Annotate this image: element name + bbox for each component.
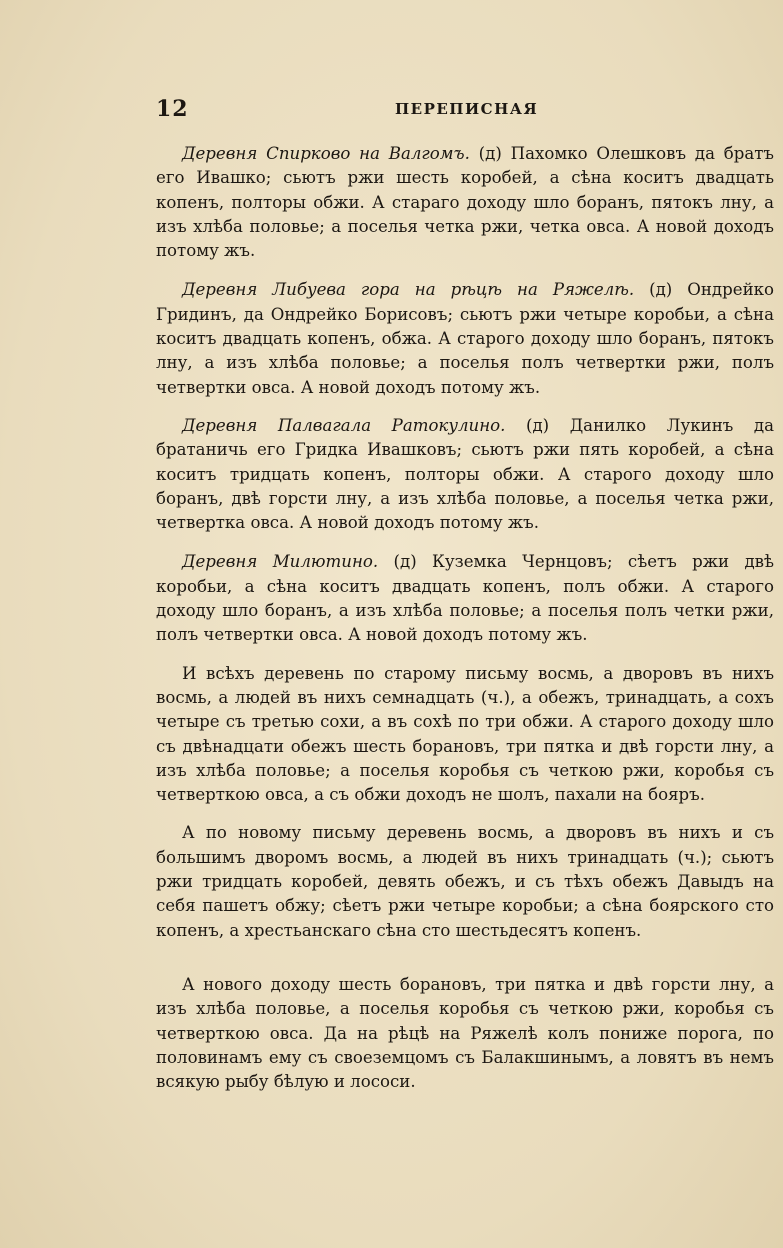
paragraph-text: (д) Ондрейко Гридинъ, да Ондрейко Борисовъ; сьютъ ржи четыре коробьи, а сѣна коситъ двадцать копенъ, обжа. А старого доходу шло боранъ, пятокъ лну, а изъ хлѣба половье; а поселья полъ четвертки ржи, полъ четвертки овса. А новой доходъ потому жъ. <box>156 280 774 397</box>
village-heading: Деревня Спирково на Валгомъ. <box>182 144 470 163</box>
paragraph-palvagala <box>156 414 774 535</box>
text-body <box>156 142 774 1094</box>
running-head: ПЕРЕПИСНАЯ <box>395 100 539 118</box>
village-heading: Деревня Палвагала Ратокулино. <box>182 415 506 435</box>
paragraph-text: А нового доходу шесть борановъ, три пятка и двѣ горсти лну, а изъ хлѣба половье, а поселья коробья съ четкою ржи, коробья съ четверткою овса. Да на рѣцѣ на Ряжелѣ колъ пониже порога, по половинамъ ему съ своеземцомъ съ Балакшинымъ, а ловятъ въ немъ всякую рыбу бѣлую и лососи. <box>156 974 774 1092</box>
paragraph-text: И всѣхъ деревень по старому письму восмь, а дворовъ въ нихъ восмь, а людей въ нихъ семнадцать (ч.), а обежъ, тринадцать, а сохъ четыре съ третью сохи, а въ сохѣ по три обжи. А старого доходу шло съ двѣнадцати обежъ шесть борановъ, три пятка и двѣ горсти лну, а изъ хлѣба половье; а поселья коробья съ четкою ржи, коробья съ четверткою овса, а съ обжи доходъ не шолъ, пахали на бояръ. <box>156 663 774 805</box>
paragraph-old-census-summary <box>156 662 774 808</box>
paragraph-new-census-summary <box>156 821 774 942</box>
paragraph-milyutino <box>156 550 774 647</box>
paragraph-spirkovo <box>156 142 774 263</box>
paragraph-text: (д) Куземка Чернцовъ; сѣетъ ржи двѣ коробьи, а сѣна коситъ двадцать копенъ, полъ обжи. А старого доходу шло боранъ, а изъ хлѣба половье; а поселья полъ четки ржи, полъ четвертки овса. А новой доходъ потому жъ. <box>156 552 775 645</box>
paragraph-text: А по новому письму деревень восмь, а дворовъ въ нихъ и съ большимъ дворомъ восмь, а людей въ нихъ тринадцать (ч.); сьютъ ржи тридцать коробей, девять обежъ, и съ тѣхъ обежъ Давыдъ на себя пашетъ обжу; сѣетъ ржи четыре коробьи; а сѣна боярского сто копенъ, а хрестьанскаго сѣна сто шестьдесятъ копенъ. <box>156 823 774 940</box>
paragraph-new-income <box>156 973 774 1094</box>
village-heading: Деревня Либуева гора на рѣцѣ на Ряжелѣ. <box>182 280 635 300</box>
village-heading: Деревня Милютино. <box>182 552 379 572</box>
paragraph-text: (д) Пахомко Олешковъ да братъ его Ивашко; сьютъ ржи шесть коробей, а сѣна коситъ двадцать копенъ, полторы обжи. А стараго доходу шло боранъ, пятокъ лну, а изъ хлѣба половье; а поселья четка ржи, четка овса. А новой доходъ потому жъ. <box>156 144 774 261</box>
paragraph-libueva-gora <box>156 278 774 399</box>
page-number: 12 <box>156 96 189 122</box>
paragraph-text: (д) Данилко Лукинъ да братаничь его Гридка Ивашковъ; сьютъ ржи пять коробей, а сѣна коситъ тридцать копенъ, полторы обжи. А старого доходу шло боранъ, двѣ горсти лну, а изъ хлѣба половье, а поселья четка ржи, четвертка овса. А новой доходъ потому жъ. <box>156 415 774 533</box>
